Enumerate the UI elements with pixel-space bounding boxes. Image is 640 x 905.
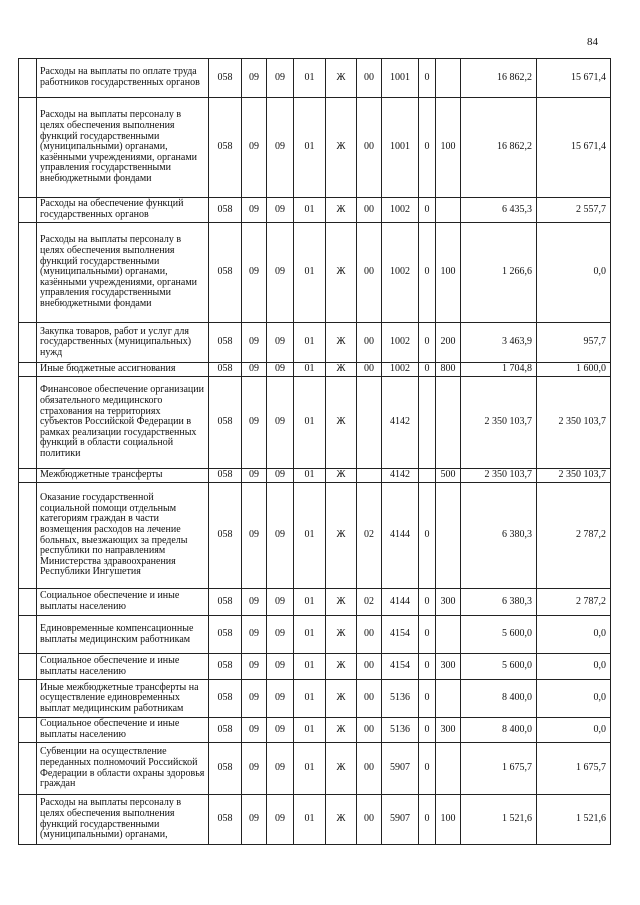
extra-code: 0 <box>419 654 436 680</box>
subprogram-code: Ж <box>326 795 357 845</box>
amount-actual: 15 671,4 <box>537 98 611 198</box>
ministry-code: 058 <box>209 59 242 98</box>
direction-code: 5136 <box>382 680 419 718</box>
amount-plan: 1 266,6 <box>461 223 537 323</box>
subsection-code: 09 <box>267 198 294 223</box>
subprogram-code: Ж <box>326 718 357 743</box>
ministry-code: 058 <box>209 363 242 377</box>
direction-code: 1002 <box>382 363 419 377</box>
amount-actual: 0,0 <box>537 223 611 323</box>
amount-plan: 1 704,8 <box>461 363 537 377</box>
blank-cell <box>19 680 37 718</box>
expense-type-code: 200 <box>436 323 461 363</box>
ministry-code: 058 <box>209 795 242 845</box>
section-code: 09 <box>242 589 267 616</box>
extra-code <box>419 377 436 469</box>
amount-actual: 2 350 103,7 <box>537 377 611 469</box>
program-code: 01 <box>294 223 326 323</box>
program-code: 01 <box>294 98 326 198</box>
expense-type-code: 300 <box>436 654 461 680</box>
amount-plan: 1 521,6 <box>461 795 537 845</box>
subprogram-code: Ж <box>326 743 357 795</box>
extra-code: 0 <box>419 795 436 845</box>
extra-code: 0 <box>419 59 436 98</box>
row-name: Расходы на обеспечение функций государственных органов <box>37 198 209 223</box>
subsection-code: 09 <box>267 795 294 845</box>
blank-cell <box>19 616 37 654</box>
table-row <box>19 718 611 743</box>
section-code: 09 <box>242 483 267 589</box>
direction-code: 5136 <box>382 718 419 743</box>
table-row <box>19 483 611 589</box>
program-code: 01 <box>294 589 326 616</box>
program-code: 01 <box>294 323 326 363</box>
amount-actual: 0,0 <box>537 654 611 680</box>
table-body <box>19 59 611 845</box>
section-code: 09 <box>242 743 267 795</box>
blank-cell <box>19 98 37 198</box>
row-name: Межбюджетные трансферты <box>37 469 209 483</box>
subprogram-code: Ж <box>326 377 357 469</box>
blank-cell <box>19 483 37 589</box>
blank-cell <box>19 377 37 469</box>
program-code: 01 <box>294 363 326 377</box>
blank-cell <box>19 323 37 363</box>
program-code: 01 <box>294 483 326 589</box>
subsection-code: 09 <box>267 718 294 743</box>
budget-table <box>18 58 611 845</box>
blank-cell <box>19 718 37 743</box>
table-row <box>19 795 611 845</box>
expense-type-code: 500 <box>436 469 461 483</box>
event-code: 00 <box>357 59 382 98</box>
table-row <box>19 743 611 795</box>
direction-code: 4154 <box>382 616 419 654</box>
row-name: Расходы на выплаты персоналу в целях обеспечения выполнения функций государственными (муниципальными) органами, <box>37 795 209 845</box>
expense-type-code <box>436 680 461 718</box>
blank-cell <box>19 589 37 616</box>
program-code: 01 <box>294 59 326 98</box>
ministry-code: 058 <box>209 198 242 223</box>
subsection-code: 09 <box>267 680 294 718</box>
table-row <box>19 363 611 377</box>
table-row <box>19 98 611 198</box>
ministry-code: 058 <box>209 616 242 654</box>
extra-code: 0 <box>419 198 436 223</box>
amount-actual: 1 675,7 <box>537 743 611 795</box>
amount-actual: 0,0 <box>537 616 611 654</box>
section-code: 09 <box>242 377 267 469</box>
section-code: 09 <box>242 616 267 654</box>
direction-code: 1001 <box>382 98 419 198</box>
program-code: 01 <box>294 198 326 223</box>
table-row <box>19 198 611 223</box>
section-code: 09 <box>242 718 267 743</box>
amount-plan: 5 600,0 <box>461 654 537 680</box>
extra-code: 0 <box>419 718 436 743</box>
subprogram-code: Ж <box>326 680 357 718</box>
table-row <box>19 616 611 654</box>
ministry-code: 058 <box>209 589 242 616</box>
subprogram-code: Ж <box>326 469 357 483</box>
amount-plan: 16 862,2 <box>461 98 537 198</box>
event-code: 00 <box>357 795 382 845</box>
event-code: 00 <box>357 98 382 198</box>
amount-actual: 2 787,2 <box>537 483 611 589</box>
event-code: 00 <box>357 223 382 323</box>
event-code: 02 <box>357 589 382 616</box>
extra-code: 0 <box>419 483 436 589</box>
event-code: 02 <box>357 483 382 589</box>
event-code <box>357 377 382 469</box>
amount-actual: 1 600,0 <box>537 363 611 377</box>
extra-code: 0 <box>419 616 436 654</box>
amount-actual: 0,0 <box>537 680 611 718</box>
direction-code: 4144 <box>382 483 419 589</box>
row-name: Оказание государственной социальной помощи отдельным категориям граждан в части возмещения расходов на лечение больных, выезжающих за пределы республики по направлениям Министерства здравоохранения Республики Ингушетия <box>37 483 209 589</box>
table-row <box>19 59 611 98</box>
subsection-code: 09 <box>267 363 294 377</box>
amount-plan: 6 380,3 <box>461 589 537 616</box>
table-row <box>19 680 611 718</box>
table-row <box>19 323 611 363</box>
event-code: 00 <box>357 323 382 363</box>
blank-cell <box>19 743 37 795</box>
program-code: 01 <box>294 718 326 743</box>
extra-code: 0 <box>419 589 436 616</box>
section-code: 09 <box>242 59 267 98</box>
expense-type-code <box>436 377 461 469</box>
subsection-code: 09 <box>267 616 294 654</box>
row-name: Социальное обеспечение и иные выплаты населению <box>37 718 209 743</box>
expense-type-code: 100 <box>436 223 461 323</box>
page-number: 84 <box>587 36 598 48</box>
expense-type-code: 100 <box>436 795 461 845</box>
section-code: 09 <box>242 98 267 198</box>
table-row <box>19 469 611 483</box>
program-code: 01 <box>294 654 326 680</box>
section-code: 09 <box>242 198 267 223</box>
ministry-code: 058 <box>209 718 242 743</box>
program-code: 01 <box>294 616 326 654</box>
blank-cell <box>19 469 37 483</box>
expense-type-code <box>436 616 461 654</box>
table-row <box>19 589 611 616</box>
subprogram-code: Ж <box>326 98 357 198</box>
section-code: 09 <box>242 680 267 718</box>
direction-code: 4154 <box>382 654 419 680</box>
table-row <box>19 377 611 469</box>
row-name: Финансовое обеспечение организации обязательного медицинского страхования на территориях субъектов Российской Федерации в рамках реализации государственных функций в области социальной политики <box>37 377 209 469</box>
amount-actual: 2 557,7 <box>537 198 611 223</box>
event-code: 00 <box>357 680 382 718</box>
amount-actual: 2 350 103,7 <box>537 469 611 483</box>
event-code <box>357 469 382 483</box>
expense-type-code: 300 <box>436 718 461 743</box>
ministry-code: 058 <box>209 483 242 589</box>
row-name: Закупка товаров, работ и услуг для государственных (муниципальных) нужд <box>37 323 209 363</box>
subsection-code: 09 <box>267 483 294 589</box>
program-code: 01 <box>294 743 326 795</box>
blank-cell <box>19 795 37 845</box>
ministry-code: 058 <box>209 469 242 483</box>
expense-type-code <box>436 743 461 795</box>
amount-plan: 6 380,3 <box>461 483 537 589</box>
amount-actual: 0,0 <box>537 718 611 743</box>
expense-type-code <box>436 483 461 589</box>
direction-code: 5907 <box>382 795 419 845</box>
direction-code: 4142 <box>382 377 419 469</box>
amount-plan: 5 600,0 <box>461 616 537 654</box>
ministry-code: 058 <box>209 680 242 718</box>
amount-plan: 8 400,0 <box>461 680 537 718</box>
subsection-code: 09 <box>267 98 294 198</box>
section-code: 09 <box>242 323 267 363</box>
ministry-code: 058 <box>209 323 242 363</box>
subsection-code: 09 <box>267 589 294 616</box>
event-code: 00 <box>357 718 382 743</box>
program-code: 01 <box>294 795 326 845</box>
amount-plan: 2 350 103,7 <box>461 469 537 483</box>
amount-plan: 6 435,3 <box>461 198 537 223</box>
amount-actual: 15 671,4 <box>537 59 611 98</box>
direction-code: 1002 <box>382 198 419 223</box>
subsection-code: 09 <box>267 469 294 483</box>
extra-code: 0 <box>419 223 436 323</box>
blank-cell <box>19 198 37 223</box>
direction-code: 1002 <box>382 323 419 363</box>
row-name: Иные бюджетные ассигнования <box>37 363 209 377</box>
subsection-code: 09 <box>267 377 294 469</box>
blank-cell <box>19 223 37 323</box>
subsection-code: 09 <box>267 323 294 363</box>
direction-code: 1001 <box>382 59 419 98</box>
subprogram-code: Ж <box>326 616 357 654</box>
program-code: 01 <box>294 469 326 483</box>
subprogram-code: Ж <box>326 589 357 616</box>
subprogram-code: Ж <box>326 654 357 680</box>
expense-type-code: 300 <box>436 589 461 616</box>
subprogram-code: Ж <box>326 198 357 223</box>
blank-cell <box>19 654 37 680</box>
event-code: 00 <box>357 616 382 654</box>
event-code: 00 <box>357 743 382 795</box>
blank-cell <box>19 59 37 98</box>
event-code: 00 <box>357 363 382 377</box>
amount-plan: 1 675,7 <box>461 743 537 795</box>
direction-code: 1002 <box>382 223 419 323</box>
expense-type-code: 800 <box>436 363 461 377</box>
direction-code: 5907 <box>382 743 419 795</box>
program-code: 01 <box>294 377 326 469</box>
subprogram-code: Ж <box>326 223 357 323</box>
ministry-code: 058 <box>209 654 242 680</box>
extra-code: 0 <box>419 680 436 718</box>
subsection-code: 09 <box>267 654 294 680</box>
ministry-code: 058 <box>209 223 242 323</box>
subprogram-code: Ж <box>326 59 357 98</box>
row-name: Расходы на выплаты по оплате труда работников государственных органов <box>37 59 209 98</box>
amount-plan: 8 400,0 <box>461 718 537 743</box>
amount-actual: 2 787,2 <box>537 589 611 616</box>
ministry-code: 058 <box>209 377 242 469</box>
ministry-code: 058 <box>209 98 242 198</box>
section-code: 09 <box>242 469 267 483</box>
section-code: 09 <box>242 795 267 845</box>
subsection-code: 09 <box>267 59 294 98</box>
blank-cell <box>19 363 37 377</box>
table-row <box>19 223 611 323</box>
extra-code: 0 <box>419 743 436 795</box>
amount-plan: 16 862,2 <box>461 59 537 98</box>
extra-code <box>419 469 436 483</box>
row-name: Единовременные компенсационные выплаты медицинским работникам <box>37 616 209 654</box>
subprogram-code: Ж <box>326 363 357 377</box>
amount-actual: 957,7 <box>537 323 611 363</box>
table-row <box>19 654 611 680</box>
event-code: 00 <box>357 654 382 680</box>
event-code: 00 <box>357 198 382 223</box>
extra-code: 0 <box>419 323 436 363</box>
expense-type-code <box>436 59 461 98</box>
section-code: 09 <box>242 223 267 323</box>
extra-code: 0 <box>419 98 436 198</box>
row-name: Иные межбюджетные трансферты на осуществление единовременных выплат медицинским работникам <box>37 680 209 718</box>
row-name: Социальное обеспечение и иные выплаты населению <box>37 654 209 680</box>
expense-type-code <box>436 198 461 223</box>
amount-plan: 3 463,9 <box>461 323 537 363</box>
row-name: Расходы на выплаты персоналу в целях обеспечения выполнения функций государственными (муниципальными) органами, казёнными учреждениями, органами управления государственными внебюджетными фондами <box>37 223 209 323</box>
expense-type-code: 100 <box>436 98 461 198</box>
program-code: 01 <box>294 680 326 718</box>
section-code: 09 <box>242 654 267 680</box>
row-name: Расходы на выплаты персоналу в целях обеспечения выполнения функций государственными (муниципальными) органами, казёнными учреждениями, органами управления государственными внебюджетными фондами <box>37 98 209 198</box>
row-name: Субвенции на осуществление переданных полномочий Российской Федерации в области охраны здоровья граждан <box>37 743 209 795</box>
extra-code: 0 <box>419 363 436 377</box>
subsection-code: 09 <box>267 743 294 795</box>
subsection-code: 09 <box>267 223 294 323</box>
subprogram-code: Ж <box>326 323 357 363</box>
direction-code: 4144 <box>382 589 419 616</box>
direction-code: 4142 <box>382 469 419 483</box>
section-code: 09 <box>242 363 267 377</box>
subprogram-code: Ж <box>326 483 357 589</box>
amount-plan: 2 350 103,7 <box>461 377 537 469</box>
amount-actual: 1 521,6 <box>537 795 611 845</box>
ministry-code: 058 <box>209 743 242 795</box>
row-name: Социальное обеспечение и иные выплаты населению <box>37 589 209 616</box>
